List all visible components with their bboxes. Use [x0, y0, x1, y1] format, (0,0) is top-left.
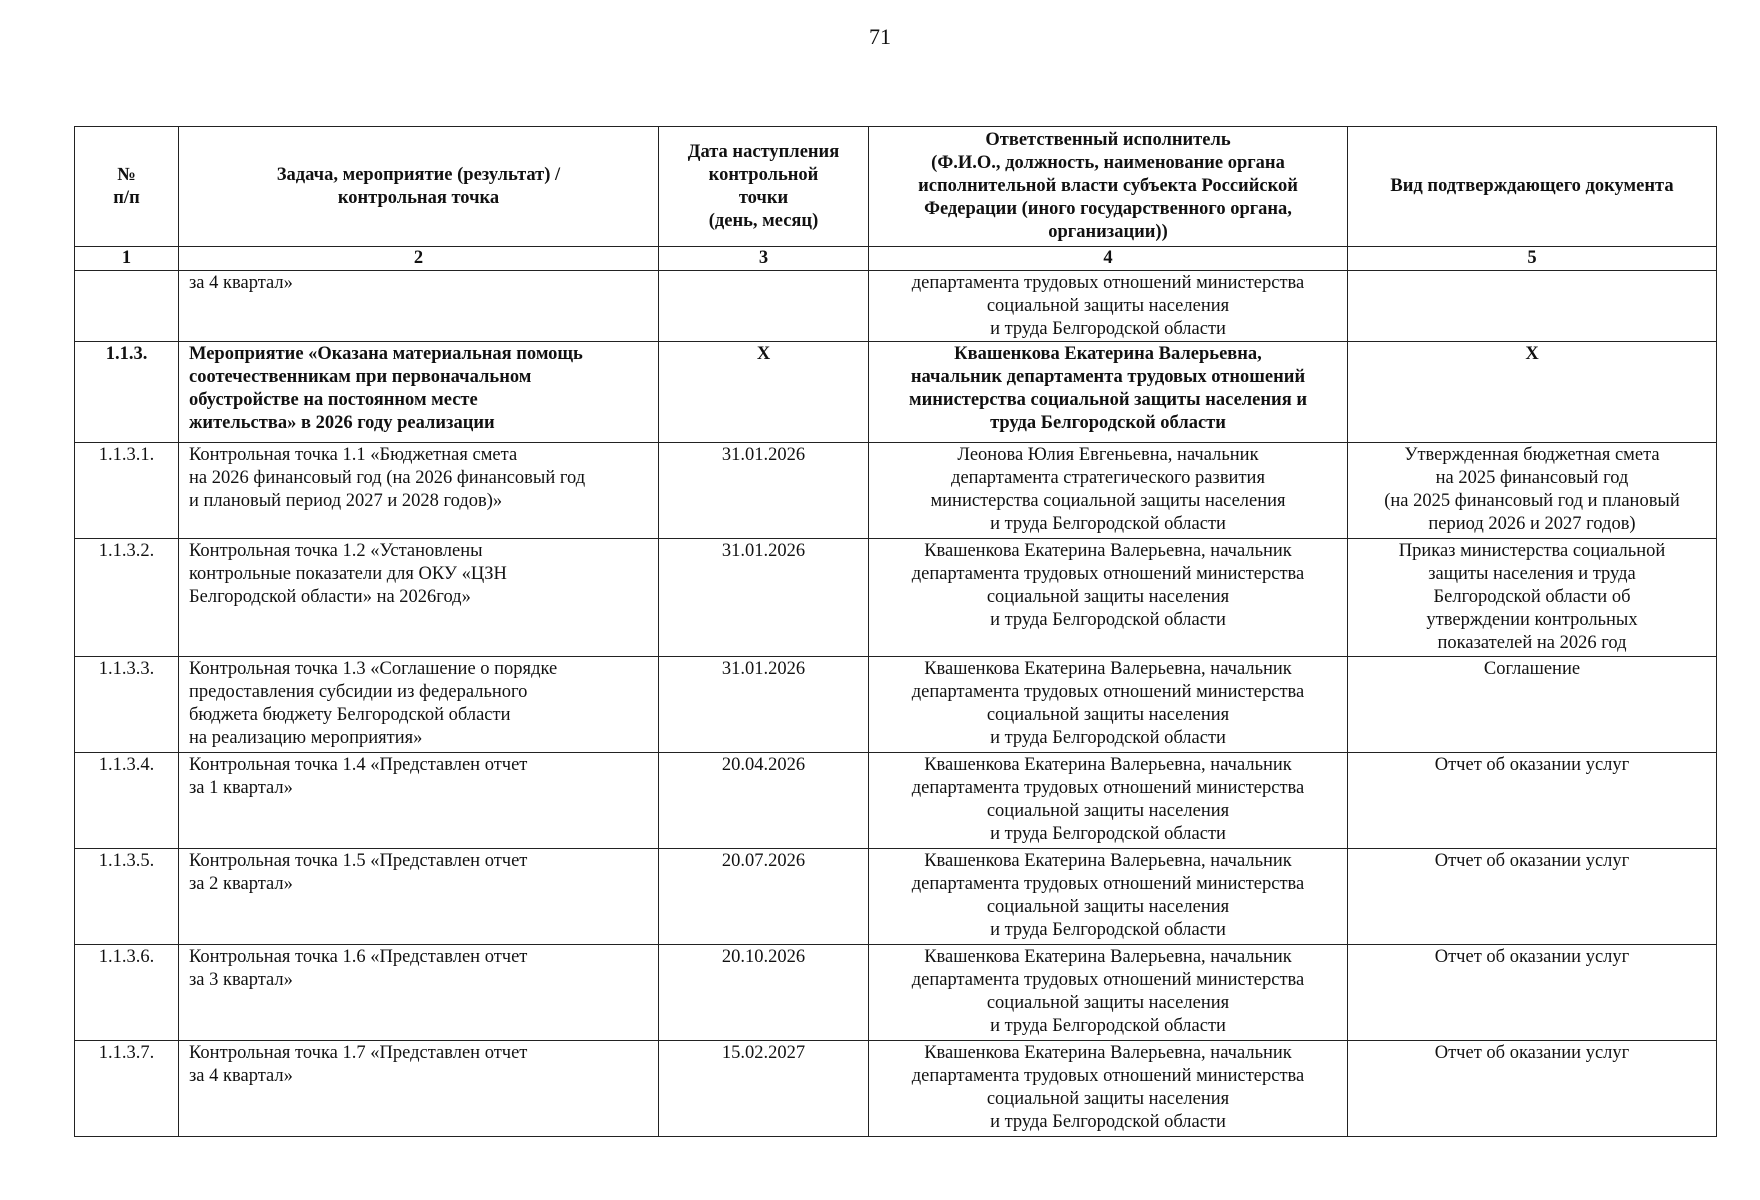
row-task: Контрольная точка 1.2 «Установлены контрольные показатели для ОКУ «ЦЗН Белгородской области» на 2026год»	[179, 539, 659, 657]
header-date: Дата наступления контрольной точки (день, месяц)	[659, 127, 869, 247]
row-date: 20.07.2026	[659, 849, 869, 945]
row-document	[1348, 271, 1717, 342]
row-responsible: Квашенкова Екатерина Валерьевна, начальник департамента трудовых отношений министерства социальной защиты населения и труда Белгородской области	[869, 1041, 1348, 1137]
row-task: Контрольная точка 1.6 «Представлен отчет за 3 квартал»	[179, 945, 659, 1041]
column-index: 5	[1348, 247, 1717, 271]
column-index: 4	[869, 247, 1348, 271]
row-date: 31.01.2026	[659, 539, 869, 657]
row-date: 20.10.2026	[659, 945, 869, 1041]
row-document: Отчет об оказании услуг	[1348, 1041, 1717, 1137]
row-task: Контрольная точка 1.7 «Представлен отчет за 4 квартал»	[179, 1041, 659, 1137]
row-task: Контрольная точка 1.3 «Соглашение о порядке предоставления субсидии из федерального бюджета бюджету Белгородской области на реализацию мероприятия»	[179, 657, 659, 753]
table-row	[75, 342, 1717, 443]
row-date: 31.01.2026	[659, 443, 869, 539]
page-number: 71	[869, 24, 891, 49]
table-row	[75, 443, 1717, 539]
row-document: Отчет об оказании услуг	[1348, 849, 1717, 945]
table-row	[75, 849, 1717, 945]
column-index: 2	[179, 247, 659, 271]
row-number: 1.1.3.3.	[75, 657, 179, 753]
table-row	[75, 657, 1717, 753]
row-date: 20.04.2026	[659, 753, 869, 849]
row-task: Мероприятие «Оказана материальная помощь соотечественникам при первоначальном обустройстве на постоянном месте жительства» в 2026 году реализации	[179, 342, 659, 443]
row-responsible: Квашенкова Екатерина Валерьевна, начальник департамента трудовых отношений министерства социальной защиты населения и труда Белгородской области	[869, 849, 1348, 945]
header-responsible: Ответственный исполнитель (Ф.И.О., должность, наименование органа исполнительной власти субъекта Российской Федерации (иного государственного органа, организации))	[869, 127, 1348, 247]
table-row	[75, 753, 1717, 849]
header-document: Вид подтверждающего документа	[1348, 127, 1717, 247]
row-responsible: Квашенкова Екатерина Валерьевна, начальник департамента трудовых отношений министерства социальной защиты населения и труда Белгородской области	[869, 342, 1348, 443]
row-document: Отчет об оказании услуг	[1348, 753, 1717, 849]
row-number: 1.1.3.5.	[75, 849, 179, 945]
column-index: 3	[659, 247, 869, 271]
row-number: 1.1.3.1.	[75, 443, 179, 539]
row-date: Х	[659, 342, 869, 443]
row-date: 31.01.2026	[659, 657, 869, 753]
row-document: Приказ министерства социальной защиты населения и труда Белгородской области об утверждении контрольных показателей на 2026 год	[1348, 539, 1717, 657]
row-task: Контрольная точка 1.1 «Бюджетная смета на 2026 финансовый год (на 2026 финансовый год и плановый период 2027 и 2028 годов)»	[179, 443, 659, 539]
table-row	[75, 271, 1717, 342]
row-document: Соглашение	[1348, 657, 1717, 753]
table-row	[75, 945, 1717, 1041]
row-number: 1.1.3.4.	[75, 753, 179, 849]
row-document: Отчет об оказании услуг	[1348, 945, 1717, 1041]
header-row	[75, 127, 1717, 247]
table-row	[75, 1041, 1717, 1137]
row-responsible: департамента трудовых отношений министерства социальной защиты населения и труда Белгородской области	[869, 271, 1348, 342]
row-number: 1.1.3.7.	[75, 1041, 179, 1137]
row-responsible: Квашенкова Екатерина Валерьевна, начальник департамента трудовых отношений министерства социальной защиты населения и труда Белгородской области	[869, 539, 1348, 657]
column-index: 1	[75, 247, 179, 271]
row-task: Контрольная точка 1.4 «Представлен отчет за 1 квартал»	[179, 753, 659, 849]
row-number: 1.1.3.	[75, 342, 179, 443]
header-number: № п/п	[75, 127, 179, 247]
row-date	[659, 271, 869, 342]
row-responsible: Квашенкова Екатерина Валерьевна, начальник департамента трудовых отношений министерства социальной защиты населения и труда Белгородской области	[869, 945, 1348, 1041]
row-document: Х	[1348, 342, 1717, 443]
row-responsible: Квашенкова Екатерина Валерьевна, начальник департамента трудовых отношений министерства социальной защиты населения и труда Белгородской области	[869, 753, 1348, 849]
row-date: 15.02.2027	[659, 1041, 869, 1137]
row-number	[75, 271, 179, 342]
row-responsible: Леонова Юлия Евгеньевна, начальник департамента стратегического развития министерства социальной защиты населения и труда Белгородской области	[869, 443, 1348, 539]
row-responsible: Квашенкова Екатерина Валерьевна, начальник департамента трудовых отношений министерства социальной защиты населения и труда Белгородской области	[869, 657, 1348, 753]
row-task: Контрольная точка 1.5 «Представлен отчет за 2 квартал»	[179, 849, 659, 945]
row-number: 1.1.3.2.	[75, 539, 179, 657]
row-document: Утвержденная бюджетная смета на 2025 финансовый год (на 2025 финансовый год и плановый период 2026 и 2027 годов)	[1348, 443, 1717, 539]
row-task: за 4 квартал»	[179, 271, 659, 342]
table-row	[75, 539, 1717, 657]
control-points-table	[74, 126, 1717, 1137]
row-number: 1.1.3.6.	[75, 945, 179, 1041]
column-index-row	[75, 247, 1717, 271]
header-task: Задача, мероприятие (результат) / контрольная точка	[179, 127, 659, 247]
